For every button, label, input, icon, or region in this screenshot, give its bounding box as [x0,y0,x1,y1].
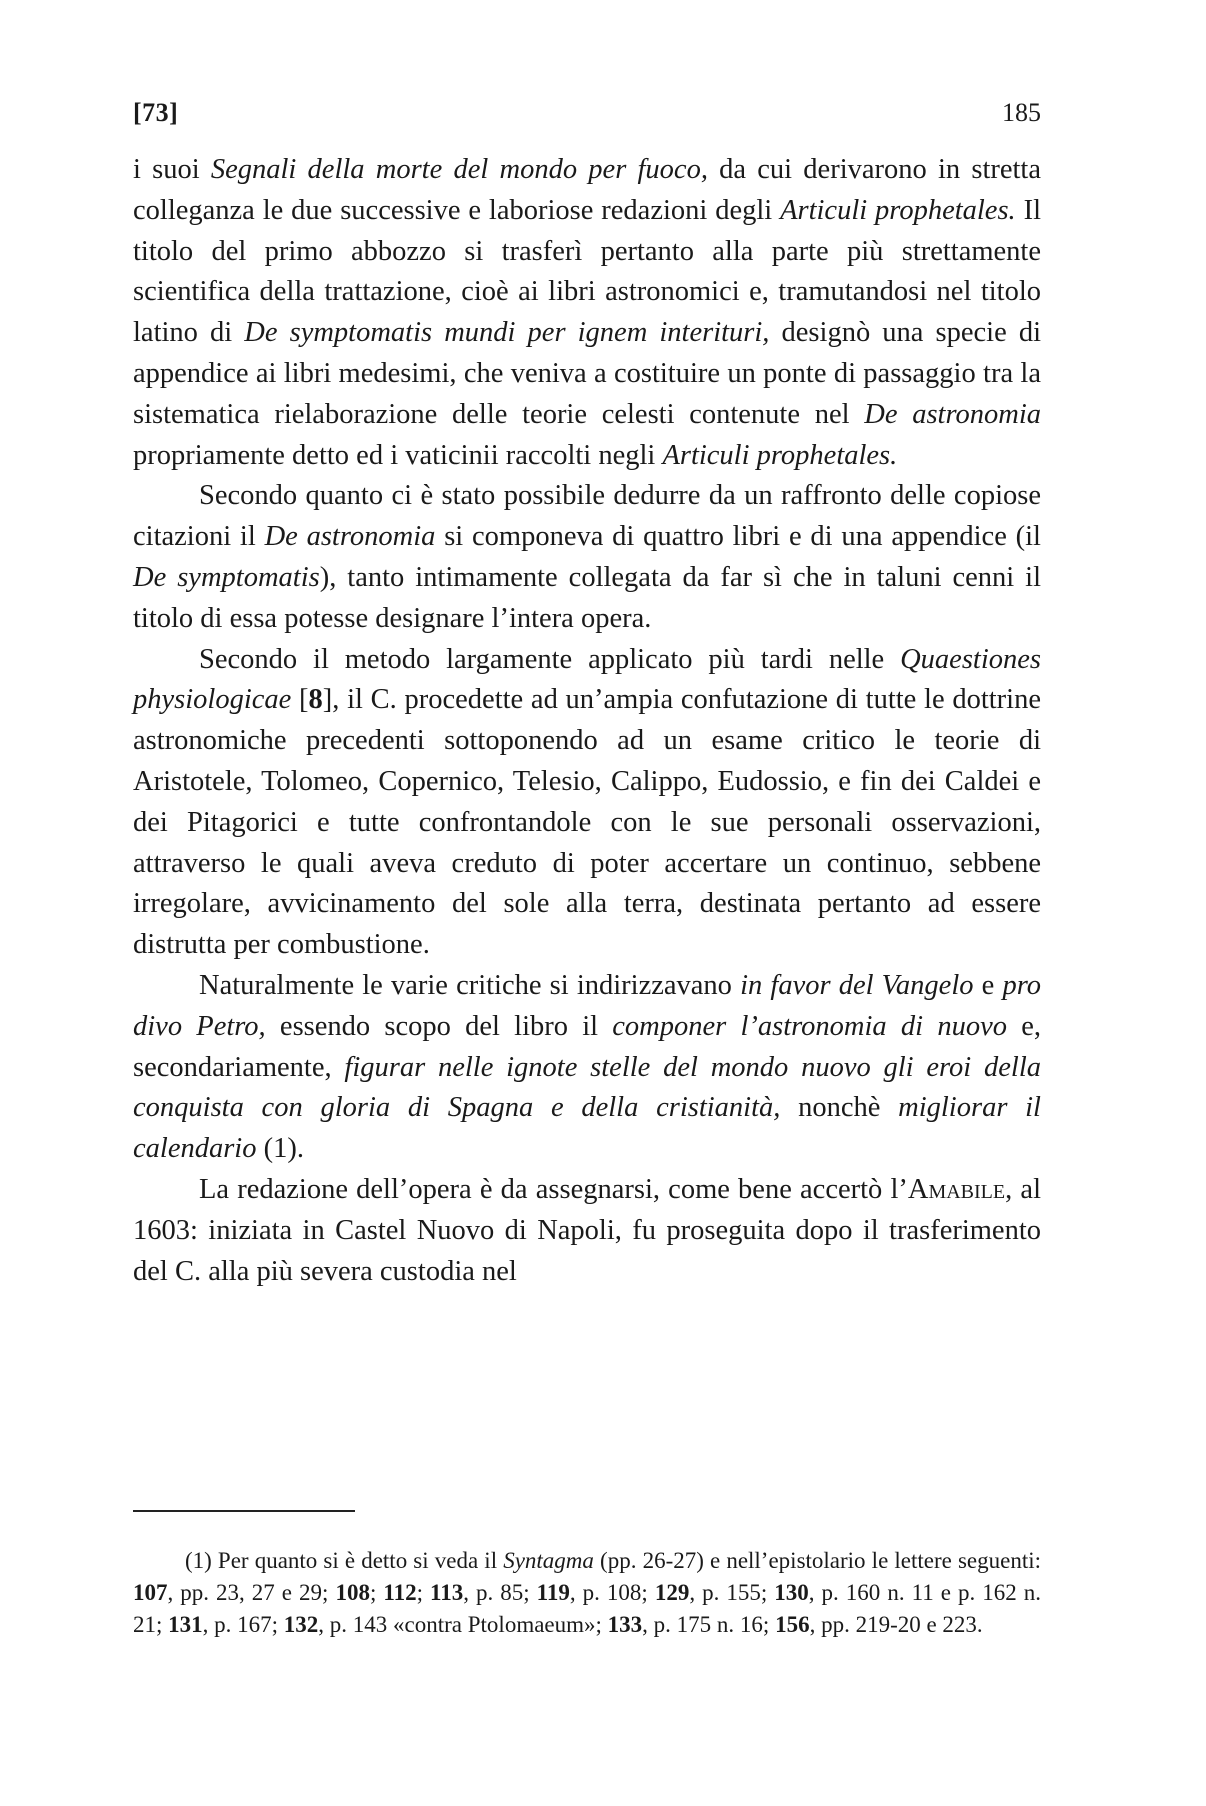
bold-number: 108 [335,1580,370,1605]
italic-text: De astronomia [864,398,1041,430]
text-run: essendo scopo del libro il [265,1010,613,1042]
italic-text: De symptomatis mundi per ignem interituri, [244,317,770,349]
text-run: i suoi [133,154,211,185]
paragraph [133,1170,1041,1292]
text-run: , p. 108; [569,1580,655,1605]
text-run: , p. 160 n. 11 e p. 162 n. 21; [133,1580,1042,1637]
italic-text: componer l’astronomia di nuovo [612,1010,1007,1042]
italic-text: pro divo Petro, [133,969,1041,1042]
text-run: , pp. 219-20 e 223. [809,1612,983,1637]
italic-text: De symptomatis [133,561,320,593]
text-run: , p. 155; [689,1580,775,1605]
text-run: (pp. 26-27) e nell’epistolario le lettere seguenti: [593,1548,1041,1573]
paragraph [133,640,1041,966]
text-run: [ [291,684,309,716]
text-run: Secondo quanto ci è stato possibile dedurre da un raffronto delle copiose citazioni il [133,480,1041,553]
bold-number: 113 [430,1580,464,1605]
section-number: [73] [133,98,179,127]
bold-number: 8 [308,684,323,716]
text-run: nonchè [780,1092,899,1124]
bold-number: 132 [283,1612,319,1637]
paragraph [133,476,1041,639]
text-run: Il titolo del primo abbozzo si trasferì pertanto alla parte più strettamente scientifica della trattazione, cioè ai libri astronomici e, tramutandosi nel titolo latino di [133,194,1041,349]
text-run: si componeva di quattro libri e di una appendice (il [435,521,1041,553]
text-run: ), tanto intimamente collegata da far sì che in taluni cenni il titolo di essa potesse designare l’intera opera. [133,561,1041,634]
text-run: ], il C. procedette ad un’ampia confutazione di tutte le dottrine astronomiche precedenti sottoponendo ad un esame critico le teorie di Aristotele, Tolomeo, Copernico, Telesio, Calippo, Eudossio, e fin dei Caldei e dei Pitagorici e tutte confrontandole con le sue personali osservazioni, attraverso le quali aveva creduto di poter accertare un continuo, sebbene irregolare, avvicinamento del sole alla terra, destinata pertanto ad essere distrutta per combustione. [133,684,1041,961]
footnote [133,1545,1041,1641]
text-run: e, secondariamente, [133,1010,1041,1083]
bold-number: 107 [133,1580,168,1605]
text-run: ; [369,1580,384,1605]
italic-text: De astronomia [264,521,436,553]
text-run: propriamente detto ed i vaticinii raccolti negli [133,439,663,471]
bold-number: 112 [383,1580,417,1605]
paragraph [133,966,1041,1170]
page-number: 185 [1002,98,1041,127]
text-run: designò una specie di appendice ai libri medesimi, che veniva a costituire un ponte di passaggio tra la sistematica rielaborazione delle teorie celesti contenute nel [133,317,1042,430]
italic-text: Quaestiones physiologicae [133,643,1041,716]
text-run: (1) Per quanto si è detto si veda il [185,1548,504,1573]
text-run: , p. 143 «contra Ptolomaeum»; [318,1612,608,1637]
italic-text: Articuli prophetales. [662,439,898,471]
text-run: , p. 167; [202,1612,284,1637]
italic-text: Syntagma [503,1548,594,1573]
text-run: Naturalmente le varie critiche si indirizzavano [199,969,741,1001]
text-run: Secondo il metodo largamente applicato più tardi nelle [199,643,901,675]
text-run: , al 1603: iniziata in Castel Nuovo di Napoli, fu proseguita dopo il trasferimento del C. alla più severa custodia nel [133,1173,1041,1287]
text-run: La redazione dell’opera è da assegnarsi, come bene accertò l’ [199,1173,908,1205]
italic-text: in favor del Vangelo [740,969,974,1001]
bold-number: 156 [775,1612,810,1637]
text-run: ; [416,1580,430,1605]
italic-text: Articuli prophetales. [780,194,1016,226]
bold-number: 119 [536,1580,570,1605]
italic-text: migliorar il calendario [133,1092,1041,1165]
text-run: e [973,969,1003,1001]
italic-text: Segnali della morte del mondo per fuoco, [210,154,708,185]
body-text [133,150,1041,1292]
bold-number: 131 [168,1612,203,1637]
small-caps-name: Amabile [907,1173,1006,1205]
italic-text: figurar nelle ignote stelle del mondo nuovo gli eroi della conquista con gloria di Spagna e della cristianità, [133,1051,1042,1124]
text-run: , p. 85; [463,1580,537,1605]
text-run: da cui derivarono in stretta colleganza le due successive e laboriose redazioni degli [133,154,1041,226]
footnote-paragraph [133,1545,1041,1641]
text-run: , pp. 23, 27 e 29; [167,1580,336,1605]
bold-number: 130 [774,1580,809,1605]
footnote-rule [133,1510,355,1512]
bold-number: 129 [654,1580,690,1605]
paragraph [133,150,1041,476]
text-run: (1). [256,1133,304,1165]
running-head [133,98,1041,138]
bold-number: 133 [607,1612,643,1637]
text-run: , p. 175 n. 16; [642,1612,776,1637]
